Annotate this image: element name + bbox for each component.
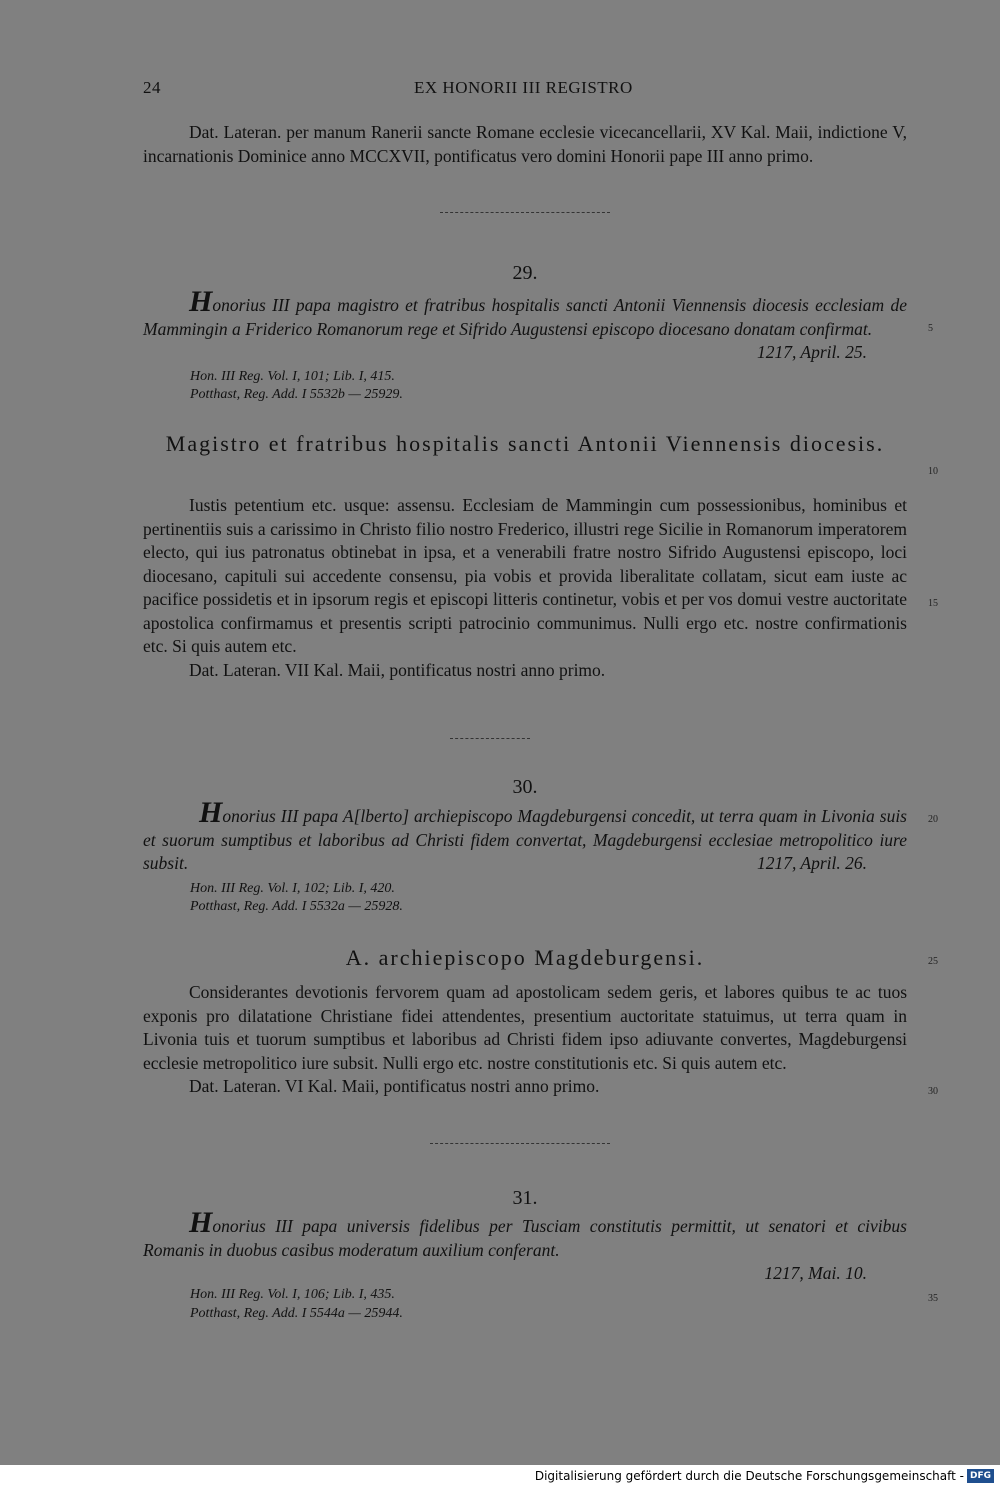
dat-line: Dat. Lateran. VII Kal. Maii, pontificatus nostri anno primo. bbox=[189, 659, 606, 680]
regest-text: onorius III papa magistro et fratribus hospitalis sancti Antonii Viennensis diocesis ecclesiam de Mammingin a Friderico Romanorum rege et Sifrido Augustensi episcopo diocesano donatam confirmat. bbox=[143, 295, 907, 339]
source-reference: Potthast, Reg. Add. I 5544a — 25944. bbox=[190, 1306, 403, 1321]
line-number: 20 bbox=[928, 814, 938, 825]
entry-regest bbox=[143, 285, 907, 365]
top-paragraph-text: Dat. Lateran. per manum Ranerii sancte Romane ecclesie vicecancellarii, XV Kal. Maii, indictione V, incarnationis Dominice anno MCCXVII, pontificatus vero domini Honorii pape III anno primo. bbox=[143, 122, 907, 166]
regest-text: onorius III papa A[lberto] archiepiscopo Magdeburgensi concedit, ut terra quam in Livonia suis et suorum sumptibus et laboribus ad Christi fidem convertat, Magdeburgensi ecclesiae metropolitico iure subsit. bbox=[143, 806, 907, 873]
entry-regest bbox=[143, 1206, 907, 1286]
line-number: 10 bbox=[928, 466, 938, 477]
entry-number: 29. bbox=[512, 262, 538, 284]
entry-date: 1217, April. 25. bbox=[756, 342, 867, 362]
entry-body bbox=[143, 981, 907, 1099]
entry-date: 1217, April. 26. bbox=[756, 853, 867, 873]
dat-line: Dat. Lateran. VI Kal. Maii, pontificatus nostri anno primo. bbox=[189, 1076, 600, 1096]
dfg-logo[interactable]: DFG bbox=[967, 1469, 994, 1483]
body-text: Considerantes devotionis fervorem quam ad apostolicam sedem geris, et labores quibus te ac tuos exponis pro dilatatione Christiane fidei attendentes, presentium auctoritate statuimus, ut terra quam in Livonia tuis et tuorum sumptibus et laboribus ad Christi fidem ipso adiuvante convertes, Magdeburgensi ecclesie metropolitico iure subsit. Nulli ergo etc. nostre constitutionis etc. Si quis autem etc. bbox=[143, 982, 907, 1073]
entry-number: 30. bbox=[512, 776, 538, 798]
footer-bar bbox=[0, 1465, 1000, 1487]
regest-text: onorius III papa universis fidelibus per Tusciam constitutis permittit, ut senatori et civibus Romanis in duobus casibus moderatum auxilium conferant. bbox=[143, 1216, 907, 1260]
top-paragraph bbox=[143, 121, 907, 168]
page-number: 24 bbox=[143, 78, 161, 97]
line-number: 35 bbox=[928, 1293, 938, 1304]
entry-number: 31. bbox=[512, 1187, 538, 1209]
separator bbox=[430, 1143, 610, 1144]
source-reference: Hon. III Reg. Vol. I, 106; Lib. I, 435. bbox=[190, 1287, 395, 1302]
source-reference: Potthast, Reg. Add. I 5532b — 25929. bbox=[190, 387, 403, 402]
entry-body bbox=[143, 494, 907, 682]
running-title: EX HONORII III REGISTRO bbox=[414, 78, 633, 97]
line-number: 5 bbox=[928, 323, 933, 334]
separator bbox=[440, 212, 610, 213]
initial-letter: H bbox=[189, 1206, 213, 1239]
initial-letter: H bbox=[199, 796, 223, 829]
separator bbox=[450, 738, 530, 739]
line-number: 25 bbox=[928, 956, 938, 967]
address-line: Magistro et fratribus hospitalis sancti Antonii Viennensis diocesis. bbox=[165, 431, 885, 456]
entry-regest bbox=[143, 796, 907, 876]
line-number: 15 bbox=[928, 598, 938, 609]
body-text: Iustis petentium etc. usque: assensu. Ecclesiam de Mammingin cum possessionibus, hominibus et pertinentiis suis a carissimo in Christo filio nostro Frederico, illustri rege Sicilie in Romanorum imperatorem electo, qui ius patronatus obtinebat in ipsa, et a venerabili fratre nostro Sifrido Augustensi episcopo, loci diocesano, capituli sui accedente consensu, pia vobis et provida liberalitate collatam, sicut eam iuste ac pacifice possidetis et in ipsorum regis et episcopi litteris continetur, vobis et per vos domui vestre auctoritate apostolica confirmamus et presentis scripti patrocinio communimus. Nulli ergo etc. nostre confirmationis etc. Si quis autem etc. bbox=[143, 495, 907, 656]
source-reference: Potthast, Reg. Add. I 5532a — 25928. bbox=[190, 899, 403, 914]
footer-credit: Digitalisierung gefördert durch die Deutsche Forschungsgemeinschaft - bbox=[534, 1469, 964, 1483]
line-number: 30 bbox=[928, 1086, 938, 1097]
address-line: A. archiepiscopo Magdeburgensi. bbox=[345, 945, 705, 970]
source-reference: Hon. III Reg. Vol. I, 102; Lib. I, 420. bbox=[190, 881, 395, 896]
source-reference: Hon. III Reg. Vol. I, 101; Lib. I, 415. bbox=[190, 369, 395, 384]
initial-letter: H bbox=[189, 285, 213, 318]
entry-date: 1217, Mai. 10. bbox=[764, 1263, 867, 1283]
